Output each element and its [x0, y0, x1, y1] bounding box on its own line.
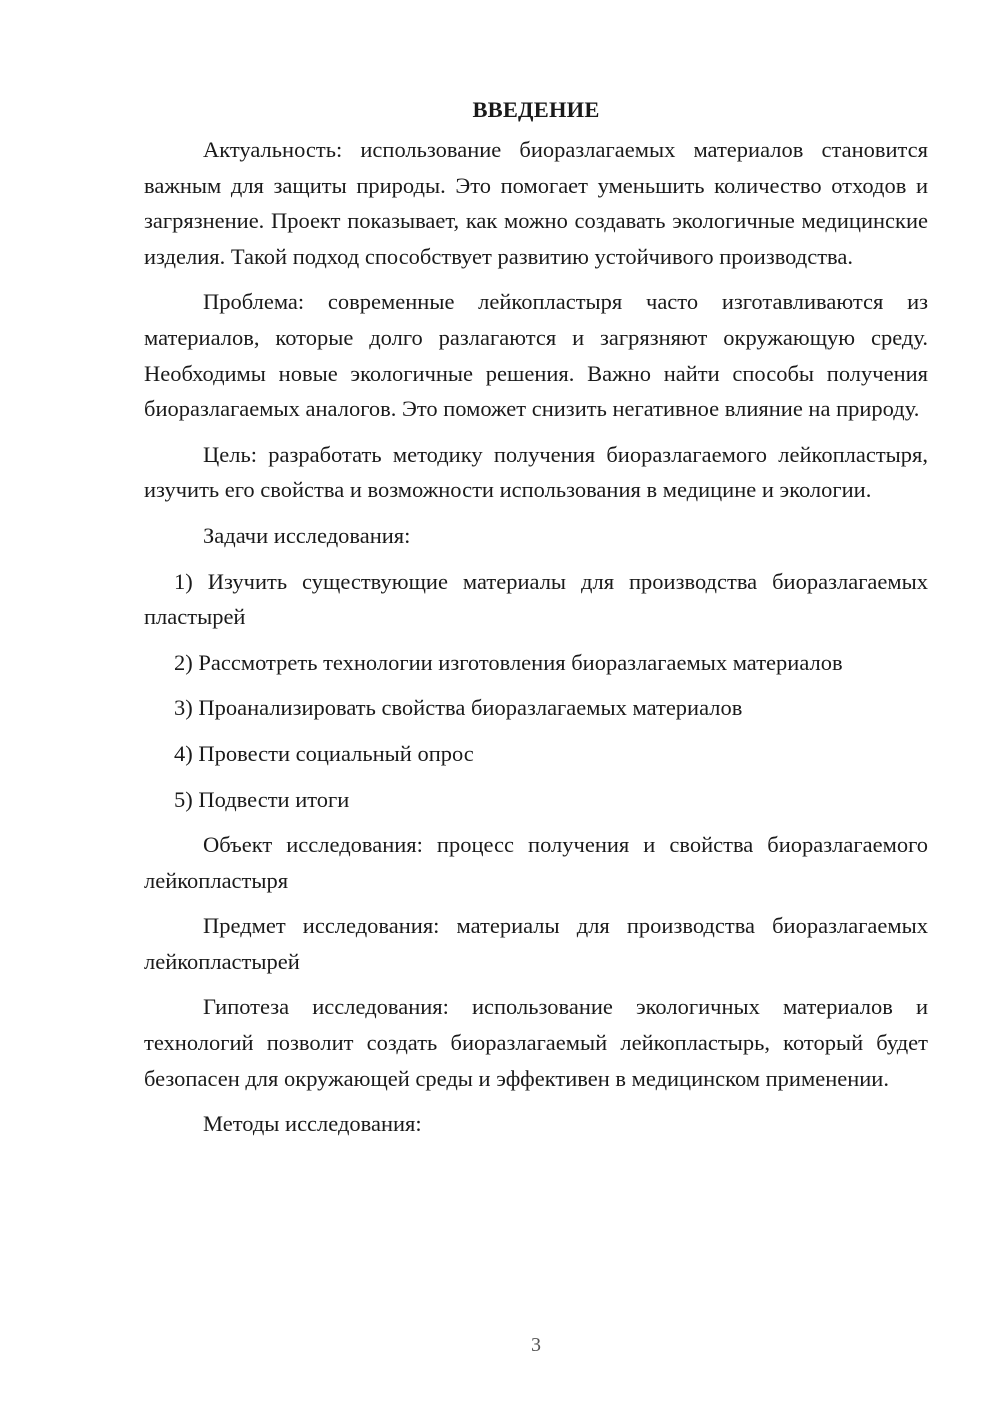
tasks-list	[144, 564, 928, 818]
list-item: 3) Проанализировать свойства биоразлагаемых материалов	[174, 695, 743, 721]
methods-heading: Методы исследования:	[203, 1111, 422, 1137]
paragraph-object: Объект исследования: процесс получения и свойства биоразлагаемого лейкопластыря	[144, 832, 928, 893]
page-number: 3	[531, 1334, 541, 1356]
list-item: 1) Изучить существующие материалы для производства биоразлагаемых пластырей	[144, 568, 928, 630]
paragraph-hypothesis: Гипотеза исследования: использование экологичных материалов и технологий позволит создать биоразлагаемый лейкопластырь, который будет безопасен для окружающей среды и эффективен в медицинском применении.	[144, 994, 928, 1091]
list-item: 2) Рассмотреть технологии изготовления биоразлагаемых материалов	[174, 649, 843, 675]
page-content	[144, 92, 928, 1152]
list-item: 4) Провести социальный опрос	[174, 740, 474, 766]
tasks-heading: Задачи исследования:	[203, 522, 411, 548]
section-title: ВВЕДЕНИЕ	[472, 97, 600, 122]
list-item: 5) Подвести итоги	[174, 786, 350, 812]
paragraph-problem: Проблема: современные лейкопластыря часто изготавливаются из материалов, которые долго разлагаются и загрязняют окружающую среду. Необходимы новые экологичные решения. Важно найти способы получения биоразлагаемых аналогов. Это поможет снизить негативное влияние на природу.	[144, 289, 928, 422]
paragraph-goal: Цель: разработать методику получения биоразлагаемого лейкопластыря, изучить его свойства и возможности использования в медицине и экологии.	[144, 441, 928, 503]
paragraph-relevance: Актуальность: использование биоразлагаемых материалов становится важным для защиты природы. Это помогает уменьшить количество отходов и загрязнение. Проект показывает, как можно создавать экологичные медицинские изделия. Такой подход способствует развитию устойчивого производства.	[144, 137, 928, 269]
paragraph-subject: Предмет исследования: материалы для производства биоразлагаемых лейкопластырей	[144, 913, 928, 974]
